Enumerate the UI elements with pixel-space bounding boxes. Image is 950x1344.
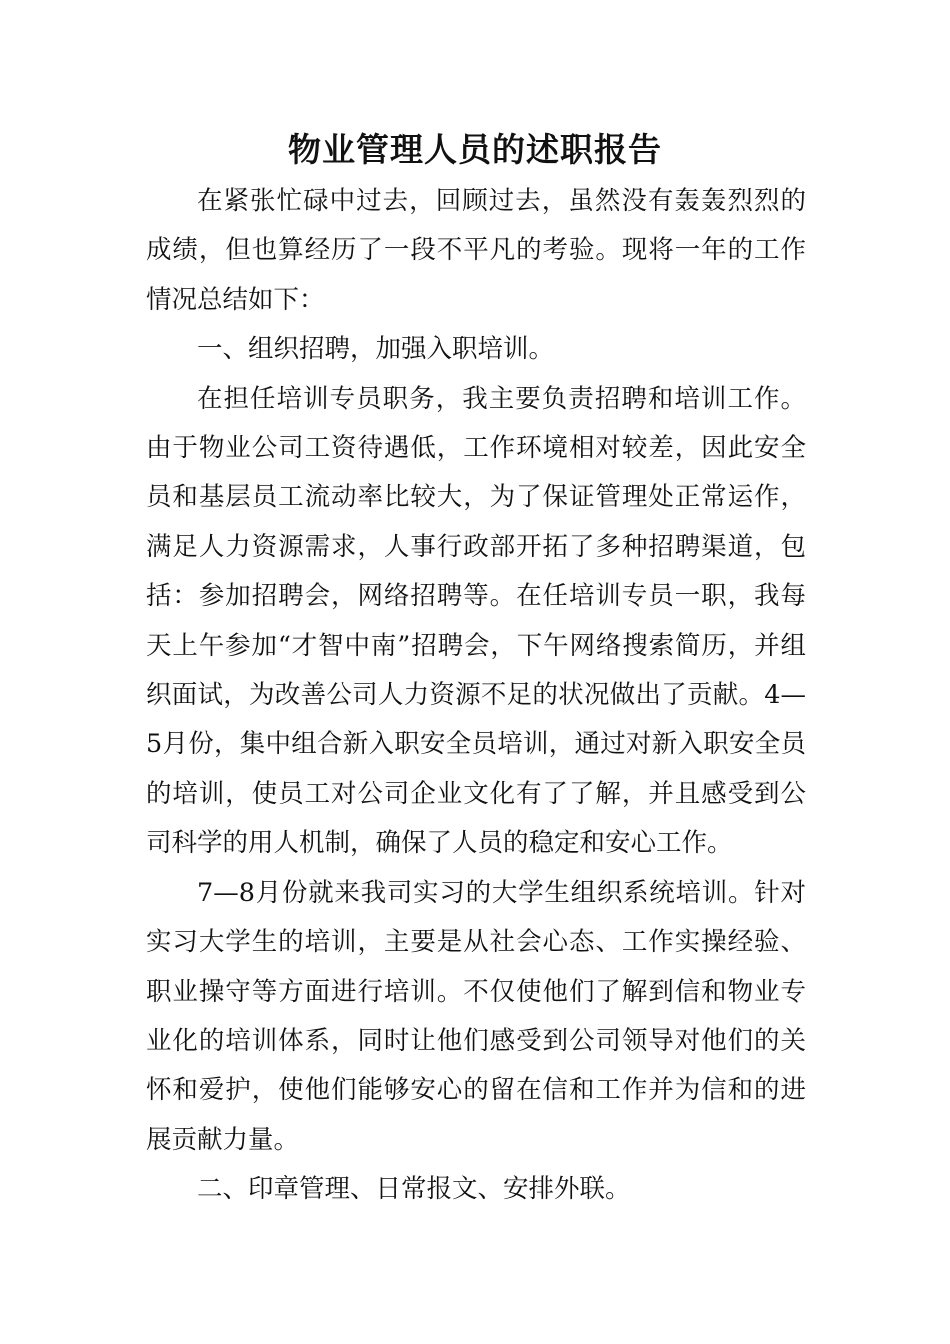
paragraph-recruitment: 在担任培训专员职务，我主要负责招聘和培训工作。由于物业公司工资待遇低，工作环境相对较差，因此安全员和基层员工流动率比较大，为了保证管理处正常运作，满足人力资源需求，人事行政部开拓了多种招聘渠道，包括：参加招聘会，网络招聘等。在任培训专员一职，我每天上午参加“才智中南”招聘会，下午网络搜索简历，并组织面试，为改善公司人力资源不足的状况做出了贡献。4—5月份，集中组合新入职安全员培训，通过对新入职安全员的培训，使员工对公司企业文化有了了解，并且感受到公司科学的用人机制，确保了人员的稳定和安心工作。	[146, 383, 806, 859]
section-heading-seal-management: 二、印章管理、日常报文、安排外联。	[197, 1174, 631, 1205]
paragraph-intern-training: 7—8月份就来我司实习的大学生组织系统培训。针对实习大学生的培训，主要是从社会心态、工作实操经验、职业操守等方面进行培训。不仅使他们了解到信和物业专业化的培训体系，同时让他们感受到公司领导对他们的关怀和爱护，使他们能够安心的留在信和工作并为信和的进展贡献力量。	[146, 877, 806, 1155]
section-heading-recruitment: 一、组织招聘，加强入职培训。	[197, 334, 555, 365]
paragraph-intro: 在紧张忙碌中过去，回顾过去，虽然没有轰轰烈烈的成绩，但也算经历了一段不平凡的考验。现将一年的工作情况总结如下：	[146, 186, 806, 315]
document-title: 物业管理人员的述职报告	[288, 130, 662, 169]
document-body	[146, 177, 806, 1215]
